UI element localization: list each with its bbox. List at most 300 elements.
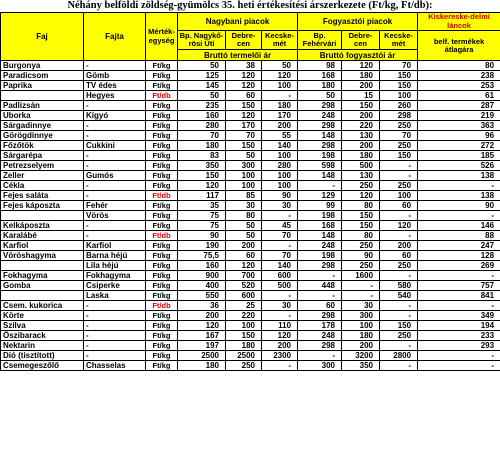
table-row [1,191,500,201]
cell-price: 38 [226,61,262,71]
cell-fajta: - [84,321,146,331]
cell-price: 198 [298,211,342,221]
cell-price: 100 [380,91,418,101]
table-row [1,91,500,101]
cell-price: 128 [418,251,500,261]
table-row [1,361,500,371]
cell-faj: Szilva [1,321,84,331]
cell-faj: Zeller [1,171,84,181]
cell-unit: Ft/kg [146,201,178,211]
cell-faj: Fokhagyma [1,271,84,281]
cell-fajta: Vörös [84,211,146,221]
cell-price: 80 [418,61,500,71]
cell-price: 200 [342,111,380,121]
cell-price: 170 [226,121,262,131]
cell-price: 298 [298,141,342,151]
cell-unit: Ft/kg [146,151,178,161]
cell-price: 120 [226,81,262,91]
cell-price: 150 [226,101,262,111]
cell-faj: Paradicsom [1,71,84,81]
cell-fajta: Gumós [84,171,146,181]
cell-faj: Sárgadinnye [1,121,84,131]
cell-price: 36 [178,301,226,311]
cell-price: 700 [226,271,262,281]
cell-price: 250 [342,241,380,251]
cell-unit: Ft/kg [146,261,178,271]
cell-price: 233 [418,331,500,341]
cell-fajta: - [84,221,146,231]
cell-faj: Vöröshagyma [1,251,84,261]
cell-price: 30 [262,301,298,311]
cell-price: - [298,291,342,301]
cell-price: 287 [418,101,500,111]
cell-price: 80 [226,211,262,221]
cell-price: 145 [178,81,226,91]
cell-unit: Ft/kg [146,251,178,261]
table-row [1,281,500,291]
cell-price: 180 [178,141,226,151]
cell-unit: Ft/kg [146,171,178,181]
table-row [1,311,500,321]
cell-faj: Őszibarack [1,331,84,341]
table-row [1,201,500,211]
header-fajta: Fajta [84,13,146,61]
cell-price: - [342,281,380,291]
cell-price: 148 [298,131,342,141]
cell-faj: Dió (tisztított) [1,351,84,361]
cell-faj: Petrezselyem [1,161,84,171]
cell-unit: Ft/kg [146,341,178,351]
cell-price: 250 [380,261,418,271]
cell-price: 50 [226,221,262,231]
cell-price: - [380,271,418,281]
cell-price: 100 [262,181,298,191]
cell-price: 150 [380,71,418,81]
cell-faj: Körte [1,311,84,321]
cell-price: 2300 [262,351,298,361]
cell-price: 120 [342,191,380,201]
cell-price: 247 [418,241,500,251]
cell-price: 146 [418,221,500,231]
cell-price: 1600 [342,271,380,281]
header-col-kecskemet-wholesale: Kecske-mét [262,31,298,50]
table-row [1,71,500,81]
cell-price: 180 [262,101,298,111]
cell-price: 600 [262,271,298,281]
table-row [1,351,500,361]
cell-price: 100 [226,321,262,331]
cell-price: 99 [298,201,342,211]
table-row [1,321,500,331]
cell-price: 598 [298,161,342,171]
cell-price: 50 [298,91,342,101]
header-col-debrecen-wholesale: Debre-cen [226,31,262,50]
cell-unit: Ft/kg [146,311,178,321]
header-consumer-group: Fogyasztói piacok [298,13,418,31]
cell-price: 220 [226,311,262,321]
table-row [1,251,500,261]
cell-faj: Görögdinnye [1,131,84,141]
cell-price: 448 [298,281,342,291]
cell-unit: Ft/kg [146,81,178,91]
cell-unit: Ft/db [146,231,178,241]
cell-price: - [380,341,418,351]
cell-fajta: - [84,151,146,161]
cell-price: 61 [418,91,500,101]
cell-price: 70 [226,131,262,141]
cell-price: 96 [418,131,500,141]
cell-faj: Cékla [1,181,84,191]
table-row [1,81,500,91]
cell-price: 90 [262,191,298,201]
cell-price: 100 [262,151,298,161]
cell-price: 197 [178,341,226,351]
header-col-retail-avg: belf. termékek átlagára [418,31,500,61]
table-row [1,111,500,121]
cell-price: 180 [298,81,342,91]
cell-faj [1,91,84,101]
cell-price: 200 [262,121,298,131]
cell-price: 60 [226,91,262,101]
cell-price: - [418,351,500,361]
cell-price: 60 [380,201,418,211]
cell-price: 83 [178,151,226,161]
cell-price: 200 [226,241,262,251]
cell-price: 150 [380,321,418,331]
cell-faj: Paprika [1,81,84,91]
cell-price: - [380,171,418,181]
cell-price: 298 [298,101,342,111]
table-row [1,121,500,131]
cell-price: 30 [226,201,262,211]
header-col-kecskemet-consumer: Kecske-mét [380,31,418,50]
table-row [1,301,500,311]
cell-fajta: - [84,341,146,351]
cell-price: 500 [342,161,380,171]
cell-price: 120 [262,71,298,81]
cell-price: - [418,301,500,311]
cell-unit: Ft/kg [146,361,178,371]
cell-unit: Ft/db [146,191,178,201]
cell-price: 150 [342,101,380,111]
cell-price: 140 [262,261,298,271]
cell-unit: Ft/kg [146,211,178,221]
cell-price: 269 [418,261,500,271]
cell-faj: Kelkáposzta [1,221,84,231]
cell-fajta: Fehér [84,201,146,211]
cell-price: - [380,311,418,321]
cell-price: 298 [298,311,342,321]
cell-fajta: Karfiol [84,241,146,251]
cell-price: 70 [178,131,226,141]
cell-price: 90 [178,231,226,241]
cell-price: 60 [298,301,342,311]
cell-unit: Ft/kg [146,131,178,141]
page-title: Néhány belföldi zöldség-gyümölcs 35. heti értékesítési árszerkezete (Ft/kg, Ft/db): [67,0,433,11]
cell-price: 50 [226,231,262,241]
cell-price: 120 [178,181,226,191]
table-row [1,221,500,231]
cell-price: 280 [262,161,298,171]
cell-price: 120 [342,61,380,71]
cell-price: 350 [342,361,380,371]
cell-price: - [262,311,298,321]
cell-price: 248 [298,241,342,251]
cell-fajta: - [84,351,146,361]
table-row [1,141,500,151]
header-gross-producer: Bruttó termelői ár [178,50,298,61]
cell-price: 180 [342,331,380,341]
header-unit: Mérték-egység [146,13,178,61]
cell-price: 90 [342,251,380,261]
cell-price: 2500 [226,351,262,361]
cell-price: - [342,291,380,301]
cell-price: 25 [226,301,262,311]
cell-price: 300 [342,311,380,321]
cell-price: 50 [262,61,298,71]
cell-price: 130 [342,171,380,181]
cell-price: 238 [418,71,500,81]
cell-price: 900 [178,271,226,281]
cell-price: 250 [226,361,262,371]
cell-faj: Karalábé [1,231,84,241]
header-col-bp-nagykorosi: Bp. Nagykő-rösi Úti [178,31,226,50]
header-col-bp-fehervari: Bp. Fehérvári [298,31,342,50]
cell-price: 60 [226,251,262,261]
cell-price: 138 [418,191,500,201]
cell-price: 757 [418,281,500,291]
cell-price: 250 [342,261,380,271]
cell-price: - [380,361,418,371]
cell-price: 88 [418,231,500,241]
cell-price: 190 [178,241,226,251]
cell-price: 100 [342,321,380,331]
cell-price: 580 [380,281,418,291]
cell-price: 167 [178,331,226,341]
cell-fajta: - [84,191,146,201]
cell-price: 200 [262,341,298,351]
cell-price: - [418,211,500,221]
cell-price: 129 [298,191,342,201]
cell-price: 248 [298,331,342,341]
cell-price: 100 [262,81,298,91]
cell-price: 200 [380,241,418,251]
cell-price: 248 [298,111,342,121]
table-row [1,261,500,271]
table-row [1,61,500,71]
cell-fajta: - [84,301,146,311]
cell-faj: Karfiol [1,241,84,251]
cell-price: 15 [342,91,380,101]
cell-price: - [262,241,298,251]
cell-fajta: - [84,181,146,191]
cell-price: 80 [342,231,380,241]
cell-unit: Ft/kg [146,141,178,151]
cell-price: 117 [178,191,226,201]
cell-price: 30 [262,201,298,211]
cell-price: 120 [226,111,262,121]
cell-price: 300 [298,361,342,371]
cell-price: 150 [178,171,226,181]
table-row [1,181,500,191]
cell-price: 520 [226,281,262,291]
cell-price: - [298,271,342,281]
cell-price: 80 [342,201,380,211]
cell-faj [1,291,84,301]
cell-price: 400 [178,281,226,291]
cell-price: 75 [178,211,226,221]
cell-price: 298 [298,121,342,131]
cell-fajta: - [84,101,146,111]
cell-faj: Főzőtök [1,141,84,151]
cell-price: 100 [380,191,418,201]
cell-price: 50 [178,91,226,101]
cell-price: 260 [380,101,418,111]
table-row [1,231,500,241]
cell-price: 250 [342,181,380,191]
cell-price: 45 [262,221,298,231]
cell-price: 100 [226,171,262,181]
cell-price: 178 [298,321,342,331]
cell-price: 50 [178,61,226,71]
cell-price: 298 [298,261,342,271]
table-row [1,241,500,251]
cell-price: 198 [298,151,342,161]
header-gross-consumer: Bruttó fogyasztói ár [298,50,418,61]
cell-fajta: Hegyes [84,91,146,101]
cell-price: 75,5 [178,251,226,261]
cell-faj [1,261,84,271]
table-row [1,211,500,221]
cell-price: - [418,181,500,191]
cell-faj: Csem. kukorica [1,301,84,311]
cell-price: 349 [418,311,500,321]
cell-fajta: - [84,331,146,341]
cell-unit: Ft/kg [146,181,178,191]
cell-price: - [262,91,298,101]
cell-price: 70 [262,231,298,241]
cell-fajta: Gömb [84,71,146,81]
cell-fajta: TV édes [84,81,146,91]
table-row [1,291,500,301]
cell-price: 526 [418,161,500,171]
cell-price: 250 [380,181,418,191]
cell-price: 220 [342,121,380,131]
cell-price: - [380,231,418,241]
cell-fajta: - [84,121,146,131]
cell-faj: Csemegeszőlő [1,361,84,371]
cell-price: 168 [298,71,342,81]
cell-price: 90 [418,201,500,211]
cell-price: 280 [178,121,226,131]
cell-unit: Ft/kg [146,71,178,81]
table-header [1,13,500,61]
cell-price: 363 [418,121,500,131]
cell-price: 185 [418,151,500,161]
cell-faj: Fejes káposzta [1,201,84,211]
cell-price: 170 [262,111,298,121]
cell-faj: Nektarin [1,341,84,351]
cell-price: 85 [226,191,262,201]
cell-price: 75 [178,221,226,231]
price-table [0,12,500,371]
cell-price: 180 [226,341,262,351]
cell-unit: Ft/kg [146,61,178,71]
cell-faj: Fejes saláta [1,191,84,201]
cell-fajta: - [84,231,146,241]
table-row [1,131,500,141]
cell-fajta: - [84,311,146,321]
cell-unit: Ft/kg [146,331,178,341]
cell-price: 180 [342,151,380,161]
cell-price: 180 [178,361,226,371]
cell-price: 350 [178,161,226,171]
cell-price: 125 [178,71,226,81]
cell-price: 3200 [342,351,380,361]
cell-price: 150 [342,211,380,221]
cell-price: 140 [262,141,298,151]
table-body [1,61,500,371]
cell-faj: Padlizsán [1,101,84,111]
cell-fajta: Laska [84,291,146,301]
cell-price: 70 [380,131,418,141]
cell-price: 120 [226,71,262,81]
table-row [1,331,500,341]
cell-price: 253 [418,81,500,91]
cell-price: 841 [418,291,500,301]
cell-price: 150 [226,331,262,341]
cell-price: 200 [342,141,380,151]
cell-price: 70 [380,61,418,71]
cell-price: 60 [380,251,418,261]
cell-price: 250 [380,141,418,151]
cell-price: 198 [298,251,342,261]
cell-price: 148 [298,231,342,241]
cell-price: 168 [298,221,342,231]
cell-price: 55 [262,131,298,141]
cell-price: 300 [226,161,262,171]
table-row [1,171,500,181]
header-wholesale-group: Nagybani piacok [178,13,298,31]
cell-price: 550 [178,291,226,301]
cell-price: 110 [262,321,298,331]
cell-unit: Ft/kg [146,161,178,171]
cell-price: 298 [298,341,342,351]
cell-price: - [298,351,342,361]
cell-price: 35 [178,201,226,211]
cell-fajta: Chasselas [84,361,146,371]
cell-fajta: Barna héjú [84,251,146,261]
cell-price: 250 [380,331,418,341]
cell-unit: Ft/kg [146,281,178,291]
cell-faj: Burgonya [1,61,84,71]
cell-price: 70 [262,251,298,261]
cell-price: 120 [178,321,226,331]
cell-price: 120 [380,221,418,231]
cell-price: 500 [262,281,298,291]
cell-price: 120 [262,331,298,341]
header-col-debrecen-consumer: Debre-cen [342,31,380,50]
table-row [1,271,500,281]
cell-unit: Ft/kg [146,221,178,231]
cell-unit: Ft/kg [146,111,178,121]
cell-price: 30 [342,301,380,311]
cell-price: - [262,361,298,371]
cell-fajta: Csiperke [84,281,146,291]
cell-price: - [418,271,500,281]
cell-price: 138 [418,171,500,181]
cell-unit: Ft/db [146,91,178,101]
